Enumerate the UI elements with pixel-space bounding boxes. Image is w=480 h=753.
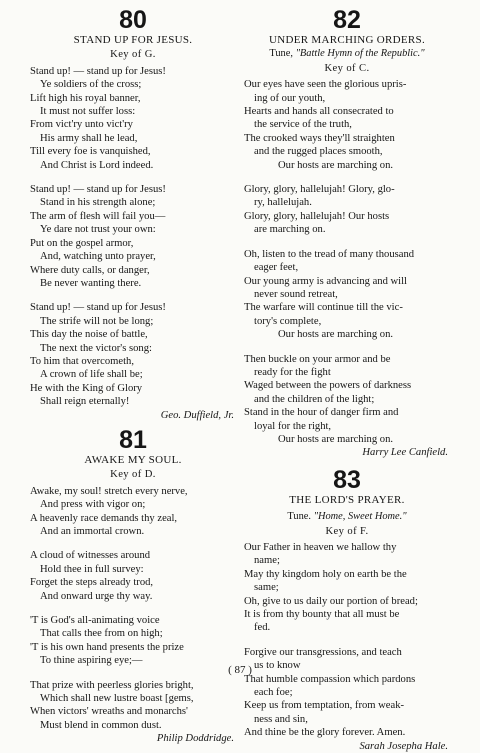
verse-line: Hold thee in full survey: bbox=[40, 563, 144, 575]
verse-line: His army shall he lead, bbox=[40, 132, 138, 144]
verse-line: Stand in his strength alone; bbox=[40, 197, 156, 209]
verse-line: Then buckle on your armor and be bbox=[244, 353, 391, 365]
verse-line: The strife will not be long; bbox=[40, 315, 154, 327]
verse-line: To thine aspiring eye;— bbox=[40, 655, 143, 667]
verse-line: Stand up! — stand up for Jesus! bbox=[30, 302, 166, 314]
verse-line: From vict'ry unto vict'ry bbox=[30, 119, 133, 131]
verse-line: And, watching unto prayer, bbox=[40, 251, 156, 263]
hymn-key: Key of C. bbox=[324, 62, 370, 74]
verse-line: Oh, listen to the tread of many thousand bbox=[244, 248, 415, 260]
verse-line: A cloud of witnesses around bbox=[30, 550, 151, 562]
tune-label: Tune, bbox=[269, 48, 293, 60]
hymn-number: 82 bbox=[333, 6, 361, 34]
hymn-title: UNDER MARCHING ORDERS. bbox=[268, 34, 426, 46]
stanza bbox=[244, 78, 450, 172]
verse-line: That calls thee from on high; bbox=[40, 628, 163, 640]
hymn-tune bbox=[244, 510, 450, 523]
verse-line: Which shall new lustre boast [gems, bbox=[40, 693, 194, 705]
verse-line: Glory, glory, hallelujah! Glory, glo- bbox=[244, 184, 395, 196]
verse-line: Waged between the powers of darkness bbox=[244, 380, 412, 392]
verse-line: never sound retreat, bbox=[254, 288, 338, 300]
verse-line: Where duty calls, or danger, bbox=[30, 264, 150, 276]
verse-line: ness and sin, bbox=[254, 713, 308, 725]
hymn-tune bbox=[244, 47, 450, 60]
hymn-author: Geo. Duffield, Jr. bbox=[160, 409, 234, 421]
verse-line: eager feet, bbox=[254, 262, 299, 274]
verse-line: It is from thy bounty that all must be bbox=[244, 609, 400, 621]
tune-name: "Battle Hymn of the Republic." bbox=[295, 48, 425, 60]
verse-line: This day the noise of battle, bbox=[30, 329, 148, 341]
verse-line: The arm of flesh will fail you— bbox=[30, 210, 166, 222]
verse-line: name; bbox=[254, 555, 280, 567]
verse-line: Our hosts are marching on. bbox=[278, 433, 394, 445]
verse-line: same; bbox=[254, 582, 279, 594]
verse-line: ing of our youth, bbox=[254, 92, 326, 104]
verse-line: and the children of the light; bbox=[254, 393, 375, 405]
verse-line: Forget the steps already trod, bbox=[30, 577, 154, 589]
verse-line: The warfare will continue till the vic- bbox=[244, 302, 403, 314]
verse-line: Our eyes have seen the glorious upris- bbox=[244, 79, 407, 91]
verse-line: That humble compassion which pardons bbox=[244, 673, 416, 685]
verse-line: Forgive our transgressions, and teach bbox=[244, 646, 402, 658]
verse-line: To him that overcometh, bbox=[30, 355, 134, 367]
verse-line: Awake, my soul! stretch every nerve, bbox=[30, 485, 188, 497]
verse-line: us to know bbox=[254, 660, 301, 672]
verse-line: Stand up! — stand up for Jesus! bbox=[30, 184, 166, 196]
stanza bbox=[244, 353, 450, 447]
verse-line: The crooked ways they'll straighten bbox=[244, 132, 395, 144]
hymn-title: STAND UP FOR JESUS. bbox=[73, 34, 193, 46]
verse-line: Shall reign eternally! bbox=[40, 396, 130, 408]
verse-line: ry, hallelujah. bbox=[254, 197, 312, 209]
stanza bbox=[244, 646, 450, 740]
stanza bbox=[30, 65, 236, 172]
hymn-title: AWAKE MY SOUL. bbox=[84, 453, 182, 466]
verse-line: Must blend in common dust. bbox=[40, 719, 162, 731]
verse-line: That prize with peerless glories bright, bbox=[30, 679, 194, 691]
stanza bbox=[30, 183, 236, 290]
verse-line: Lift high his royal banner, bbox=[30, 92, 141, 104]
verse-line: Glory, glory, hallelujah! Our hosts bbox=[244, 210, 390, 222]
tune-label: Tune. bbox=[287, 511, 311, 523]
verse-line: tory's complete, bbox=[254, 315, 322, 327]
stanza bbox=[30, 301, 236, 408]
verse-line: loyal for the right, bbox=[254, 420, 332, 432]
stanza bbox=[30, 485, 236, 539]
verse-line: A crown of life shall be; bbox=[40, 369, 143, 381]
verse-line: Put on the gospel armor, bbox=[30, 237, 134, 249]
verse-line: Keep us from temptation, from weak- bbox=[244, 700, 405, 712]
verse-line: are marching on. bbox=[254, 224, 326, 236]
stanza bbox=[30, 549, 236, 603]
stanza bbox=[30, 679, 236, 733]
verse-line: And Christ is Lord indeed. bbox=[40, 159, 154, 171]
stanza bbox=[244, 541, 450, 635]
verse-line: The next the victor's song: bbox=[40, 342, 152, 354]
hymn-number: 83 bbox=[333, 465, 361, 494]
hymn-key: Key of G. bbox=[110, 49, 156, 61]
stanza bbox=[30, 614, 236, 668]
verse-line: When victors' wreaths and monarchs' bbox=[30, 706, 188, 718]
verse-line: May thy kingdom holy on earth be the bbox=[244, 568, 407, 580]
hymn-title: THE LORD'S PRAYER. bbox=[289, 493, 405, 506]
verse-line: and the rugged places smooth, bbox=[254, 146, 383, 158]
verse-line: Our hosts are marching on. bbox=[278, 329, 394, 341]
hymn-author: Sarah Josepha Hale. bbox=[359, 740, 448, 752]
left-column bbox=[30, 6, 236, 746]
verse-line: ready for the fight bbox=[254, 366, 331, 378]
verse-line: 'T is his own hand presents the prize bbox=[30, 641, 184, 653]
hymn-number: 80 bbox=[119, 6, 147, 34]
hymn-number: 81 bbox=[119, 425, 147, 454]
verse-line: Our young army is advancing and will bbox=[244, 275, 407, 287]
verse-line: Ye soldiers of the cross; bbox=[40, 79, 142, 91]
verse-line: And press with vigor on; bbox=[40, 499, 146, 511]
verse-line: It must not suffer loss: bbox=[40, 106, 136, 118]
hymn-key: Key of F. bbox=[325, 525, 369, 537]
page-number: ( 87 ) bbox=[228, 664, 252, 676]
verse-line: Our hosts are marching on. bbox=[278, 159, 394, 171]
verse-line: Ye dare not trust your own: bbox=[40, 224, 156, 236]
verse-line: Till every foe is vanquished, bbox=[30, 146, 151, 158]
verse-line: And onward urge thy way. bbox=[40, 590, 153, 602]
stanza bbox=[244, 248, 450, 342]
verse-line: A heavenly race demands thy zeal, bbox=[30, 512, 178, 524]
verse-line: the service of the truth, bbox=[254, 119, 352, 131]
verse-line: each foe; bbox=[254, 687, 293, 699]
verse-line: And thine be the glory forever. Amen. bbox=[244, 727, 406, 739]
tune-name: "Home, Sweet Home." bbox=[313, 511, 407, 523]
verse-line: Hearts and hands all consecrated to bbox=[244, 106, 394, 118]
chorus bbox=[244, 183, 450, 237]
hymn-author: Harry Lee Canfield. bbox=[362, 447, 448, 459]
verse-line: Oh, give to us daily our portion of bread; bbox=[244, 595, 418, 607]
verse-line: He with the King of Glory bbox=[30, 382, 143, 394]
verse-line: Be never wanting there. bbox=[40, 277, 142, 289]
verse-line: 'T is God's all-animating voice bbox=[30, 615, 160, 627]
hymn-author: Philip Doddridge. bbox=[156, 733, 234, 745]
verse-line: Stand in the hour of danger firm and bbox=[244, 407, 399, 419]
verse-line: fed. bbox=[254, 622, 271, 634]
verse-line: And an immortal crown. bbox=[40, 526, 145, 537]
verse-line: Stand up! — stand up for Jesus! bbox=[30, 65, 166, 77]
verse-line: Our Father in heaven we hallow thy bbox=[244, 542, 397, 553]
hymn-key: Key of D. bbox=[110, 469, 156, 481]
right-column bbox=[244, 6, 450, 753]
